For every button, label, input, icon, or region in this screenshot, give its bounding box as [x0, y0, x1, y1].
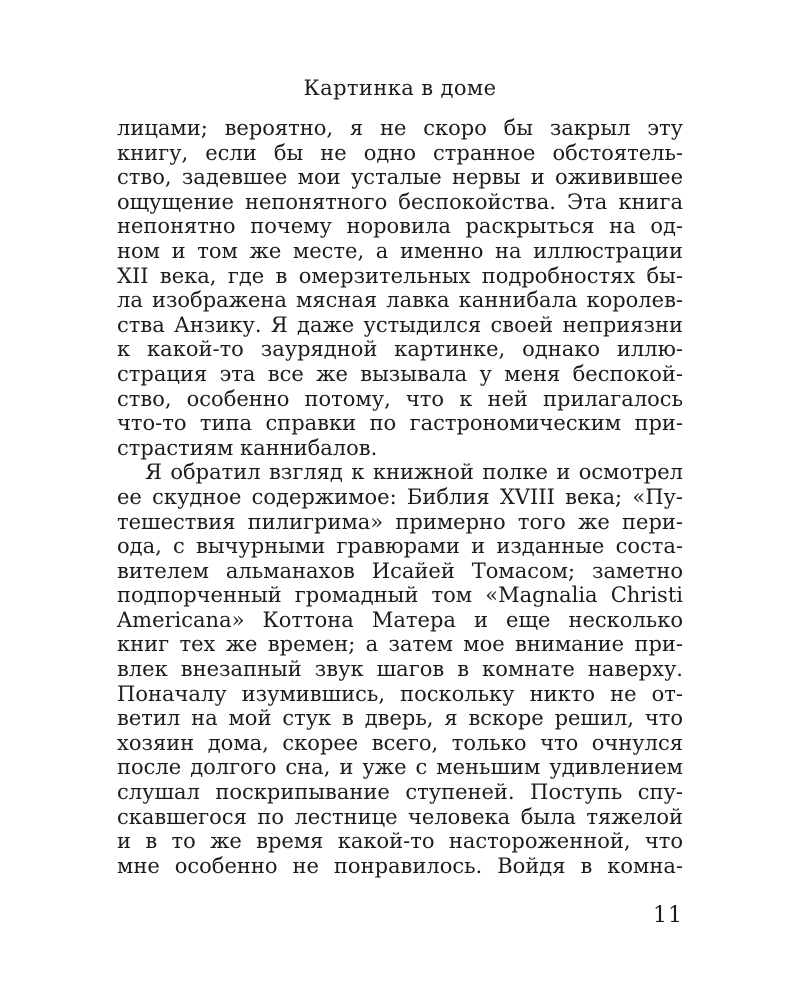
- text-line: подпорченный громадный том «Magnalia Christi: [117, 583, 683, 608]
- text-line: ощущение непонятного беспокойства. Эта книга: [117, 189, 683, 214]
- text-line: ство, задевшее мои усталые нервы и оживившее: [117, 165, 683, 190]
- page-number: 11: [653, 903, 683, 928]
- text-line: Поначалу изумившись, поскольку никто не от-: [117, 681, 683, 706]
- text-line: ла изображена мясная лавка каннибала королев-: [117, 288, 683, 313]
- text-line: вителем альманахов Исайей Томасом; заметно: [117, 558, 683, 583]
- text-line: влек внезапный звук шагов в комнате наверху.: [117, 657, 683, 682]
- text-line: мне особенно не понравилось. Войдя в комна-: [117, 853, 683, 878]
- text-line: и в то же время какой-то настороженной, что: [117, 829, 683, 854]
- text-line: слушал поскрипывание ступеней. Поступь спу-: [117, 780, 683, 805]
- text-line: хозяин дома, скорее всего, только что очнулся: [117, 730, 683, 755]
- text-line: ветил на мой стук в дверь, я вскоре решил, что: [117, 706, 683, 731]
- paragraph-first-line: Я обратил взгляд к книжной полке и осмотрел: [145, 460, 683, 485]
- text-line: ном и том же месте, а именно на иллюстрации: [117, 238, 683, 263]
- text-line: после долгого сна, и уже с меньшим удивлением: [117, 755, 683, 780]
- body-text: [117, 116, 683, 878]
- text-line: что-то типа справки по гастрономическим при-: [117, 411, 683, 436]
- running-head: Картинка в доме: [303, 76, 497, 100]
- text-line: Americana» Коттона Матера и еще несколько: [117, 607, 683, 632]
- text-line: ство, особенно потому, что к ней прилагалось: [117, 386, 683, 411]
- paragraph-last-line: страстиям каннибалов.: [117, 435, 378, 460]
- text-line: скавшегося по лестнице человека была тяжелой: [117, 804, 683, 829]
- text-line: лицами; вероятно, я не скоро бы закрыл эту: [117, 116, 683, 140]
- text-line: XII века, где в омерзительных подробностях бы-: [117, 263, 683, 288]
- text-line: непонятно почему норовила раскрыться на од-: [117, 214, 683, 239]
- text-line: тешествия пилигрима» примерно того же пери-: [117, 509, 683, 534]
- text-line: страция эта все же вызывала у меня беспокой-: [117, 361, 683, 386]
- text-line: книг тех же времен; а затем мое внимание при-: [117, 632, 683, 657]
- text-line: ства Анзику. Я даже устыдился своей неприязни: [117, 312, 683, 337]
- text-line: ее скудное содержимое: Библия XVIII века; «Пу-: [117, 484, 683, 509]
- text-line: ода, с вычурными гравюрами и изданные соста-: [117, 534, 683, 559]
- text-line: книгу, если бы не одно странное обстоятель-: [117, 140, 683, 165]
- text-line: к какой-то заурядной картинке, однако иллю-: [117, 337, 683, 362]
